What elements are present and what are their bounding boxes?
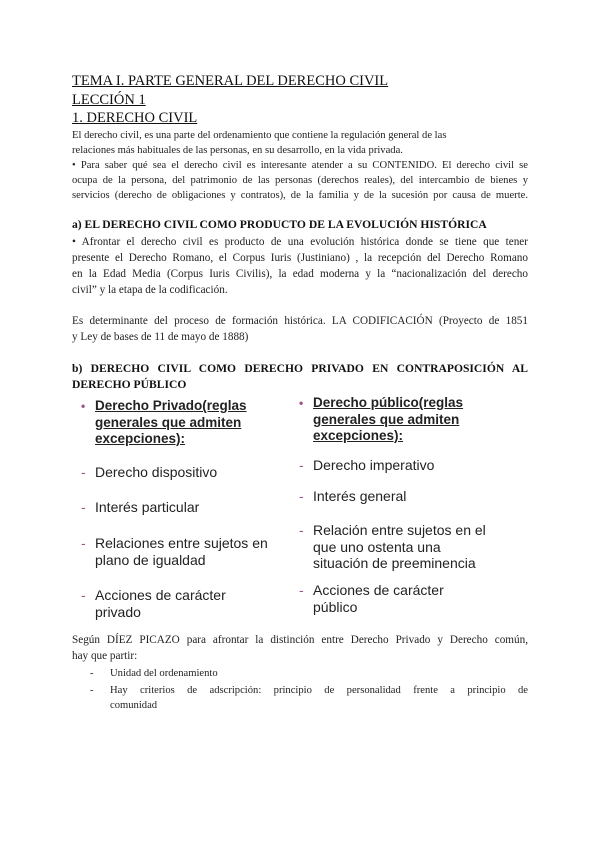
private-law-column — [81, 398, 295, 628]
dash-marker: - — [81, 499, 86, 515]
public-law-item: - Acciones de carácter público — [299, 582, 444, 615]
section-b-heading-line-1: b) DERECHO CIVIL COMO DERECHO PRIVADO EN CONTRAPOSICIÓN AL — [72, 362, 528, 375]
section-1-heading: 1. DERECHO CIVIL — [72, 110, 198, 126]
section-a-para-2-line-2: y Ley de bases de 11 de mayo de 1888) — [72, 331, 249, 343]
private-law-header: • Derecho Privado(reglas generales que admiten excepciones): — [81, 398, 247, 446]
private-law-item: - Derecho dispositivo — [81, 464, 218, 480]
section-a-line-4: civil” y la etapa de la codificación. — [72, 284, 228, 296]
bullet-icon: • — [299, 396, 304, 410]
public-law-column — [299, 395, 523, 615]
section-1-bullet-line-3: servicios (derecho de obligaciones y contratos), de la familia y de la sucesión por causa de muerte. — [72, 190, 528, 201]
section-a-line-2: presente el Derecho Romano, el Corpus Iuris (Justiniano) , la recepción del Derecho Romano — [72, 252, 528, 264]
dash-marker: - — [299, 457, 304, 473]
public-law-header: • Derecho público(reglas generales que admiten excepciones): — [299, 395, 464, 443]
public-law-item: - Derecho imperativo — [299, 457, 435, 473]
private-law-item: - Interés particular — [81, 499, 200, 515]
dash-marker: - — [90, 668, 94, 679]
section-a-line-3: en la Edad Media (Corpus Iuris Civilis), la edad moderna y la “nacionalización del derecho — [72, 268, 528, 280]
section-a-para-2-line-1: Es determinante del proceso de formación histórica. LA CODIFICACIÓN (Proyecto de 1851 — [72, 315, 528, 327]
private-law-item: - Relaciones entre sujetos en plano de igualdad — [81, 535, 268, 568]
section-1-line-1: El derecho civil, es una parte del ordenamiento que contiene la regulación general de las — [72, 130, 447, 141]
dash-marker: - — [299, 582, 304, 598]
lesson-heading: LECCIÓN 1 — [72, 92, 146, 108]
section-b-heading-line-2: DERECHO PÚBLICO — [72, 378, 187, 391]
section-1-line-2: relaciones más habituales de las personas, en su desarrollo, en la vida privada. — [72, 145, 403, 156]
private-law-item: - Acciones de carácter privado — [81, 587, 226, 620]
section-a-line-1: • Afrontar el derecho civil es producto de una evolución histórica donde se tiene que tener — [72, 236, 528, 248]
dash-marker: - — [90, 685, 94, 696]
document-title: TEMA I. PARTE GENERAL DEL DERECHO CIVIL — [72, 73, 389, 89]
dash-marker: - — [299, 522, 304, 538]
dash-marker: - — [81, 535, 86, 551]
public-law-item: - Relación entre sujetos en el que uno ostenta una situación de preeminencia — [299, 522, 486, 571]
section-1-bullet-line-1: • Para saber qué sea el derecho civil es interesante atender a su CONTENIDO. El derecho civil se — [72, 160, 528, 171]
public-law-item: - Interés general — [299, 488, 407, 504]
bullet-icon: • — [81, 399, 86, 413]
dash-marker: - — [81, 587, 86, 603]
section-a-heading: a) EL DERECHO CIVIL COMO PRODUCTO DE LA EVOLUCIÓN HISTÓRICA — [72, 218, 487, 231]
closing-list-item: - Hay criterios de adscripción: principio de personalidad frente a principio de comunidad — [90, 685, 528, 711]
dash-marker: - — [81, 464, 86, 480]
closing-line-1: Según DÍEZ PICAZO para afrontar la distinción entre Derecho Privado y Derecho común, — [72, 634, 528, 646]
dash-marker: - — [299, 488, 304, 504]
closing-list-item: - Unidad del ordenamiento — [90, 668, 218, 679]
closing-line-2: hay que partir: — [72, 650, 138, 662]
section-1-bullet-line-2: ocupa de la persona, del patrimonio de las personas (derechos reales), del intercambio de bienes y — [72, 175, 528, 186]
